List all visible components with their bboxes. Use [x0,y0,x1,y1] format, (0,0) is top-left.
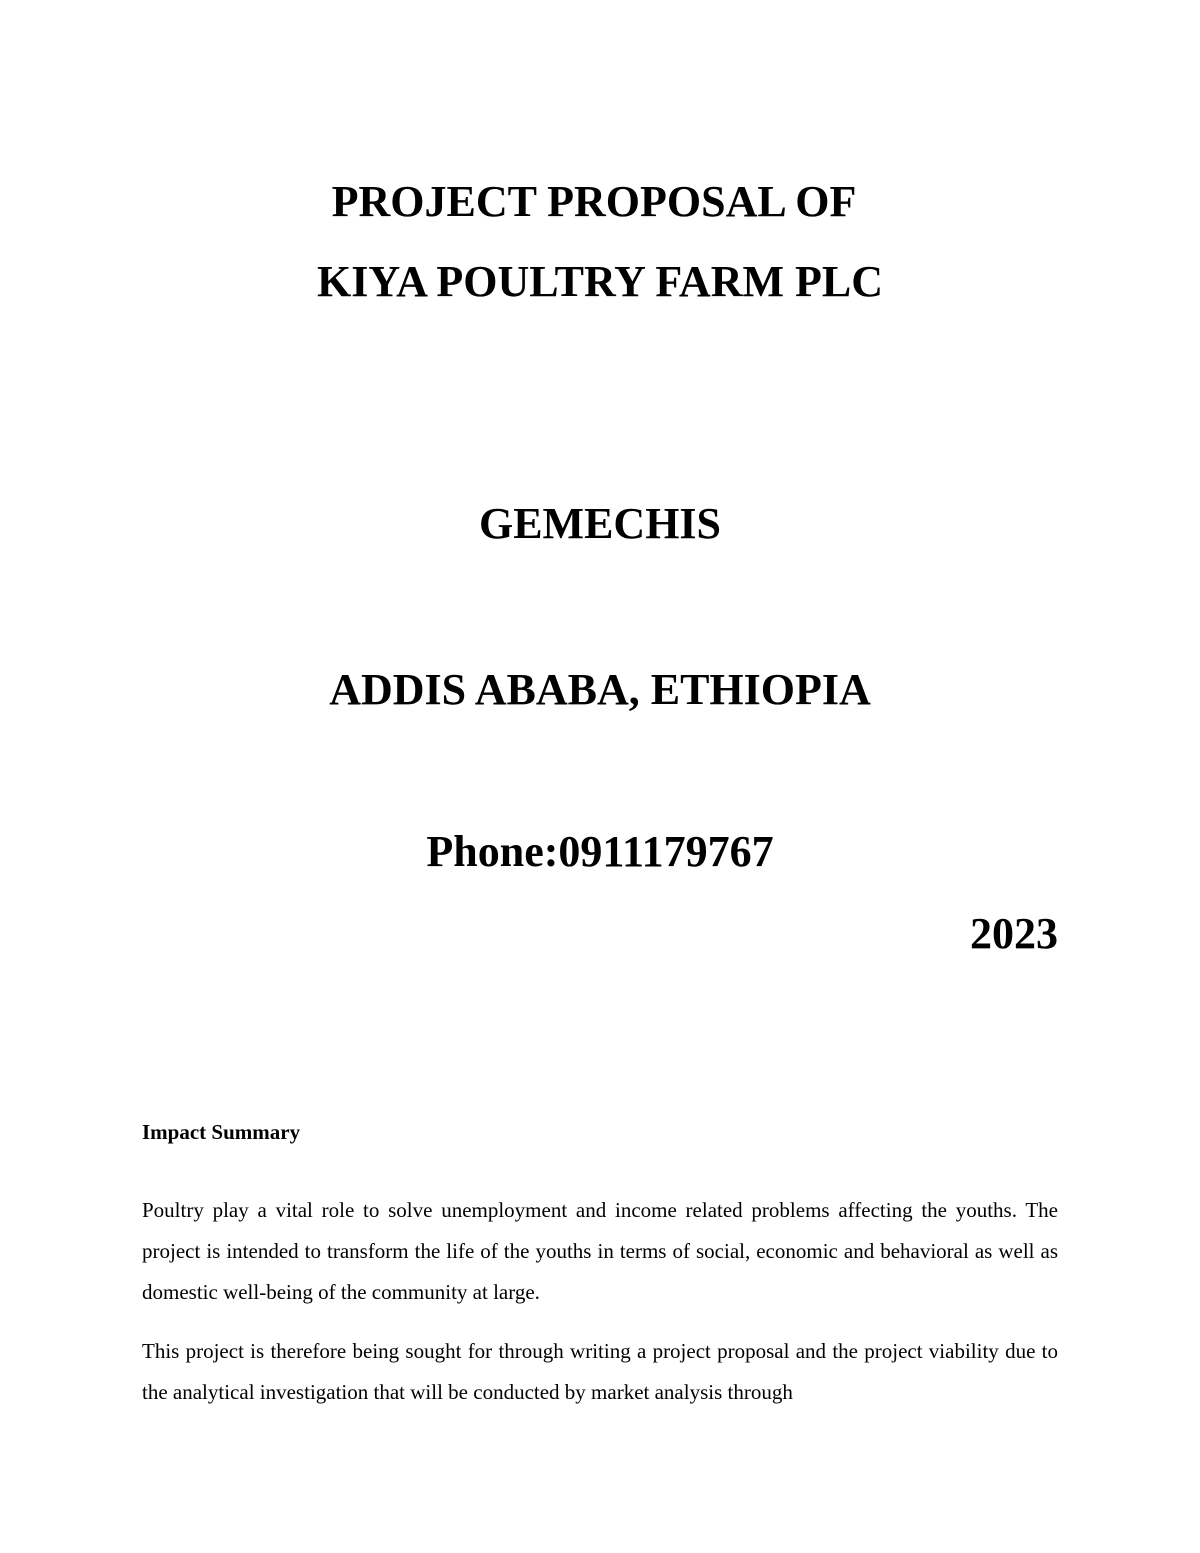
author-name: GEMECHIS [478,499,722,548]
impact-summary-heading: Impact Summary [142,1120,301,1144]
title-line-2: KIYA POULTRY FARM PLC [316,257,884,306]
impact-summary-paragraph-1: Poultry play a vital role to solve unemployment and income related problems affecting the youths. The project is intended to transform the life of the youths in terms of social, economic and behavioral as well as domestic well-being of the community at large. [142,1198,1058,1304]
year: 2023 [970,909,1058,958]
title-line-1: PROJECT PROPOSAL OF [331,177,857,226]
phone-number: Phone:0911179767 [426,827,774,876]
location: ADDIS ABABA, ETHIOPIA [329,665,871,714]
impact-summary-paragraph-2: This project is therefore being sought for through writing a project proposal and the project viability due to the analytical investigation that will be conducted by market analysis through [142,1339,1058,1404]
